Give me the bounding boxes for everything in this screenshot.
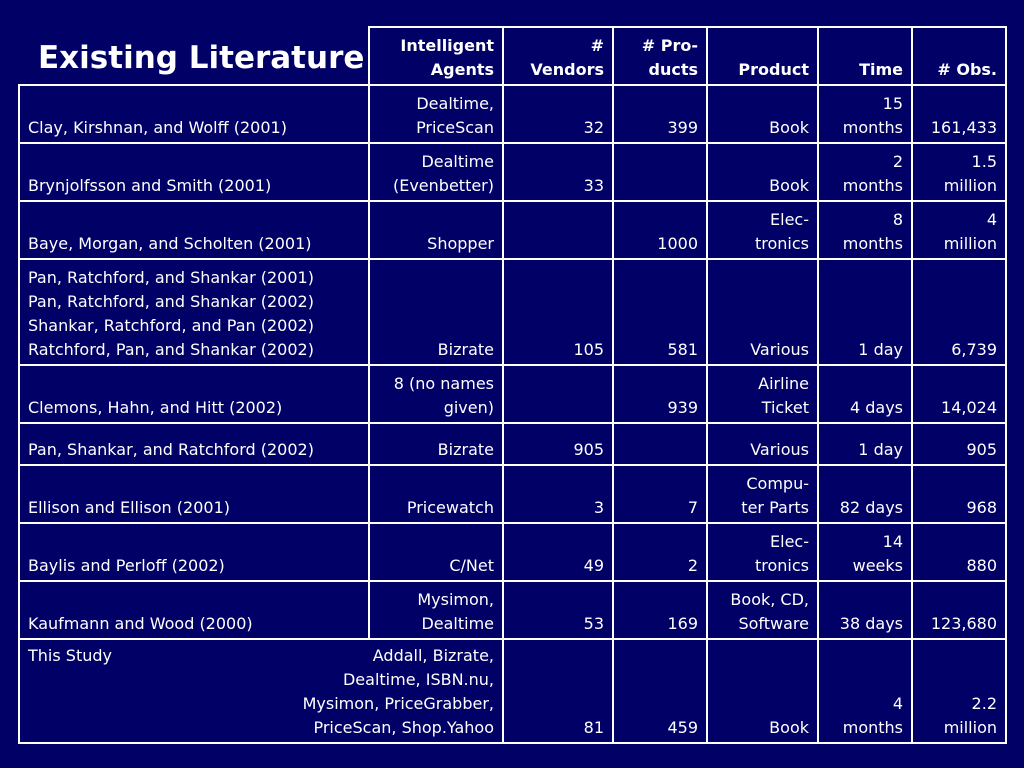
study-cell xyxy=(19,639,503,743)
time-cell: 1 day xyxy=(818,259,912,365)
this-study-row xyxy=(19,639,1006,743)
agents-cell: C/Net xyxy=(369,523,503,581)
product-cell: Elec- tronics xyxy=(707,523,818,581)
obs-cell: 905 xyxy=(912,423,1006,465)
agents-cell: Dealtime (Evenbetter) xyxy=(369,143,503,201)
study-cell: Pan, Shankar, and Ratchford (2002) xyxy=(19,423,369,465)
table-row xyxy=(19,423,1006,465)
obs-cell: 880 xyxy=(912,523,1006,581)
this-study-agents-line: Dealtime, ISBN.nu, xyxy=(342,670,494,689)
study-cell: Baylis and Perloff (2002) xyxy=(19,523,369,581)
products-count-cell: 939 xyxy=(613,365,707,423)
product-cell: Various xyxy=(707,423,818,465)
table-row xyxy=(19,581,1006,639)
products-count-cell xyxy=(613,143,707,201)
vendors-cell: 53 xyxy=(503,581,613,639)
table-row xyxy=(19,523,1006,581)
header-agents: Intelligent Agents xyxy=(369,27,503,85)
products-count-cell: 1000 xyxy=(613,201,707,259)
vendors-cell: 105 xyxy=(503,259,613,365)
header-product: Product xyxy=(707,27,818,85)
this-study-agents-line: PriceScan, Shop.Yahoo xyxy=(313,718,494,737)
agents-cell: Pricewatch xyxy=(369,465,503,523)
agents-cell: Bizrate xyxy=(369,423,503,465)
corner-cell xyxy=(19,27,369,85)
obs-cell: 123,680 xyxy=(912,581,1006,639)
time-cell: 82 days xyxy=(818,465,912,523)
obs-cell: 6,739 xyxy=(912,259,1006,365)
table-row xyxy=(19,201,1006,259)
product-cell: Compu- ter Parts xyxy=(707,465,818,523)
vendors-cell: 3 xyxy=(503,465,613,523)
product-cell: Book xyxy=(707,143,818,201)
time-cell: 2 months xyxy=(818,143,912,201)
products-count-cell: 399 xyxy=(613,85,707,143)
obs-cell: 1.5 million xyxy=(912,143,1006,201)
agents-cell: Bizrate xyxy=(369,259,503,365)
product-cell: Book xyxy=(707,639,818,743)
agents-cell: Dealtime, PriceScan xyxy=(369,85,503,143)
time-cell: 1 day xyxy=(818,423,912,465)
obs-cell: 968 xyxy=(912,465,1006,523)
vendors-cell xyxy=(503,365,613,423)
table-row xyxy=(19,143,1006,201)
study-cell: Baye, Morgan, and Scholten (2001) xyxy=(19,201,369,259)
time-cell: 14 weeks xyxy=(818,523,912,581)
agents-cell: Mysimon, Dealtime xyxy=(369,581,503,639)
time-cell: 15 months xyxy=(818,85,912,143)
vendors-cell: 49 xyxy=(503,523,613,581)
table-row xyxy=(19,365,1006,423)
time-cell: 4 days xyxy=(818,365,912,423)
time-cell: 38 days xyxy=(818,581,912,639)
product-cell: Book xyxy=(707,85,818,143)
obs-cell: 14,024 xyxy=(912,365,1006,423)
study-cell: Kaufmann and Wood (2000) xyxy=(19,581,369,639)
vendors-cell: 33 xyxy=(503,143,613,201)
products-count-cell: 7 xyxy=(613,465,707,523)
agents-cell: Shopper xyxy=(369,201,503,259)
header-products-count: # Pro- ducts xyxy=(613,27,707,85)
table-row xyxy=(19,465,1006,523)
products-count-cell: 2 xyxy=(613,523,707,581)
products-count-cell xyxy=(613,423,707,465)
vendors-cell: 905 xyxy=(503,423,613,465)
product-cell: Book, CD, Software xyxy=(707,581,818,639)
literature-table xyxy=(18,26,1007,744)
slide-title: Existing Literature xyxy=(38,40,365,76)
study-cell: Clemons, Hahn, and Hitt (2002) xyxy=(19,365,369,423)
time-cell: 4 months xyxy=(818,639,912,743)
obs-cell: 161,433 xyxy=(912,85,1006,143)
vendors-cell xyxy=(503,201,613,259)
agents-cell: 8 (no names given) xyxy=(369,365,503,423)
product-cell: Various xyxy=(707,259,818,365)
header-row xyxy=(19,27,1006,85)
vendors-cell: 81 xyxy=(503,639,613,743)
products-count-cell: 581 xyxy=(613,259,707,365)
time-cell: 8 months xyxy=(818,201,912,259)
obs-cell: 2.2 million xyxy=(912,639,1006,743)
this-study-agents-line: Mysimon, PriceGrabber, xyxy=(302,694,494,713)
table-row xyxy=(19,259,1006,365)
products-count-cell: 169 xyxy=(613,581,707,639)
this-study-agents-line: Addall, Bizrate, xyxy=(372,646,494,665)
header-obs: # Obs. xyxy=(912,27,1006,85)
products-count-cell: 459 xyxy=(613,639,707,743)
study-cell: Pan, Ratchford, and Shankar (2001) Pan, Ratchford, and Shankar (2002) Shankar, Ratchford, and Pan (2002) Ratchford, Pan, and Shankar (2002) xyxy=(19,259,369,365)
study-cell: Clay, Kirshnan, and Wolff (2001) xyxy=(19,85,369,143)
product-cell: Airline Ticket xyxy=(707,365,818,423)
table-row xyxy=(19,85,1006,143)
header-time: Time xyxy=(818,27,912,85)
obs-cell: 4 million xyxy=(912,201,1006,259)
header-vendors: # Vendors xyxy=(503,27,613,85)
study-cell: Brynjolfsson and Smith (2001) xyxy=(19,143,369,201)
this-study-label: This Study xyxy=(28,646,112,665)
vendors-cell: 32 xyxy=(503,85,613,143)
product-cell: Elec- tronics xyxy=(707,201,818,259)
study-cell: Ellison and Ellison (2001) xyxy=(19,465,369,523)
